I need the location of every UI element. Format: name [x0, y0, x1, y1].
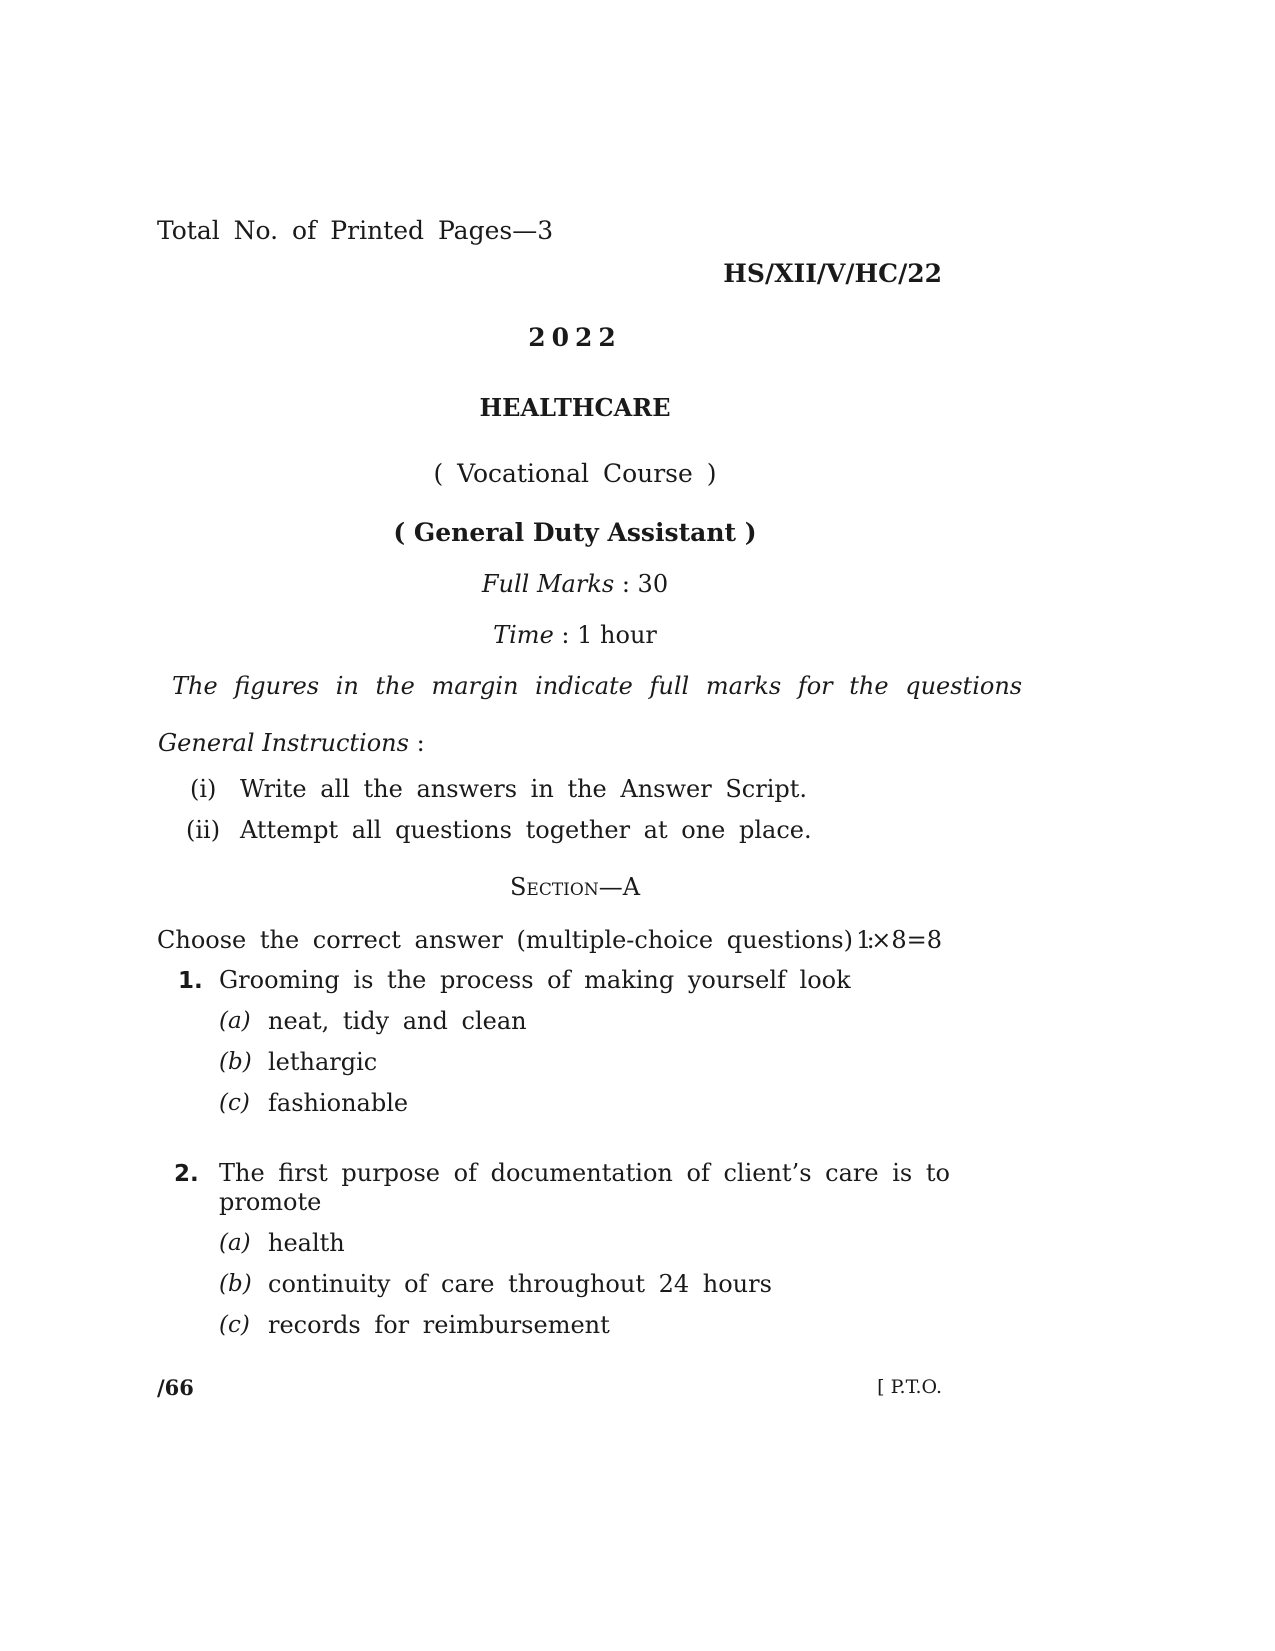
instruction-num: (ii) — [186, 816, 221, 844]
option-text: continuity of care throughout 24 hours — [268, 1270, 772, 1298]
footer-code: /66 — [157, 1375, 194, 1400]
full-marks-label: Full Marks — [481, 570, 615, 598]
question-number: 2. — [174, 1161, 199, 1187]
time-label: Time — [493, 621, 554, 649]
total-pages-text: Total No. of Printed Pages—3 — [157, 216, 554, 245]
option-label: (a) — [219, 1008, 251, 1034]
option-text: lethargic — [268, 1048, 378, 1076]
option-label: (b) — [219, 1271, 252, 1297]
option-label: (a) — [219, 1230, 251, 1256]
footer-pto: [ P.T.O. — [877, 1376, 942, 1398]
exam-year: 2022 — [528, 323, 622, 352]
option-label: (b) — [219, 1049, 252, 1075]
option-text: records for reimbursement — [268, 1311, 610, 1339]
full-marks — [160, 570, 990, 598]
section-title: Section—A — [509, 873, 641, 901]
paper-code: HS/XII/V/HC/22 — [723, 259, 942, 288]
question-number: 1. — [178, 968, 203, 994]
question-text: Grooming is the process of making yourself look — [219, 966, 851, 994]
time-allowed — [160, 621, 990, 649]
section-instruction: Choose the correct answer (multiple-choice questions) : — [157, 926, 875, 954]
option-text: neat, tidy and clean — [268, 1007, 527, 1035]
instructions-heading-colon: : — [416, 729, 425, 757]
margin-note: The figures in the margin indicate full marks for the questions — [172, 672, 1023, 700]
option-label: (c) — [219, 1312, 250, 1338]
option-label: (c) — [219, 1090, 250, 1116]
instructions-heading — [158, 729, 425, 757]
section-marks: 1×8=8 — [855, 926, 942, 954]
option-text: health — [268, 1229, 345, 1257]
option-text: fashionable — [268, 1089, 409, 1117]
course-type: ( Vocational Course ) — [433, 459, 717, 488]
instruction-text: Write all the answers in the Answer Script. — [240, 775, 807, 803]
instruction-num: (i) — [190, 775, 217, 803]
subject-title: HEALTHCARE — [479, 393, 671, 422]
time-value: : 1 hour — [561, 621, 657, 649]
course-name: ( General Duty Assistant ) — [393, 518, 757, 547]
instruction-text: Attempt all questions together at one place. — [240, 816, 812, 844]
instructions-heading-label: General Instructions — [158, 729, 409, 757]
full-marks-value: : 30 — [621, 570, 669, 598]
question-text: The first purpose of documentation of client’s care is to — [219, 1159, 950, 1187]
question-text-continued: promote — [219, 1188, 322, 1216]
